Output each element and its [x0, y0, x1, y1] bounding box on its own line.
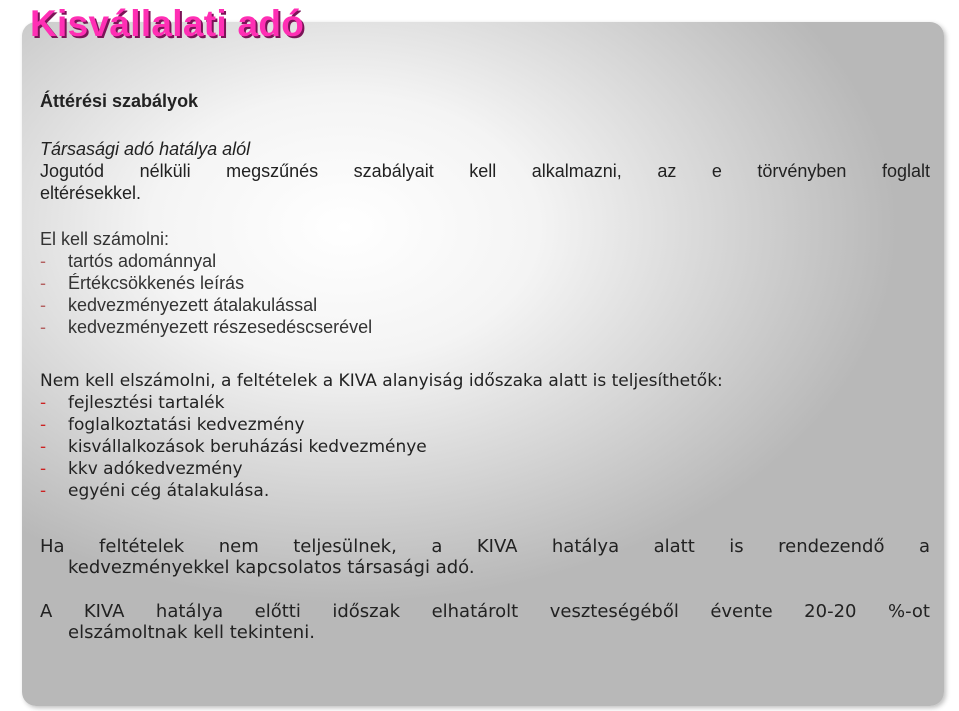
- list-item-text: kedvezményezett részesedéscserével: [68, 317, 373, 337]
- dash-bullet: -: [40, 251, 46, 271]
- dash-bullet: -: [40, 273, 46, 293]
- list-item-text: foglalkoztatási kedvezmény: [68, 415, 305, 435]
- transition-heading: Áttérési szabályok: [40, 91, 199, 111]
- loss-line-1: A KIVA hatálya előtti időszak elhatárolt veszteségéből évente 20-20 %-ot: [40, 601, 930, 622]
- dash-bullet: -: [40, 437, 47, 457]
- loss-line-2: elszámoltnak kell tekinteni.: [68, 622, 315, 643]
- list-item: [40, 392, 930, 414]
- dash-bullet: -: [40, 317, 46, 337]
- slide-title: Kisvállalati adó: [30, 3, 305, 44]
- dash-bullet: -: [40, 393, 47, 413]
- successor-paragraph: [40, 160, 930, 204]
- list-item: [40, 480, 930, 502]
- list-item-text: fejlesztési tartalék: [68, 393, 225, 413]
- dash-bullet: -: [40, 295, 46, 315]
- no-account-list: [40, 370, 930, 502]
- must-account-intro: El kell számolni:: [40, 229, 170, 249]
- corp-tax-heading: Társasági adó hatálya alól: [40, 139, 251, 159]
- list-item: [40, 316, 930, 338]
- list-item-text: kedvezményezett átalakulással: [68, 295, 318, 315]
- list-item-text: egyéni cég átalakulása.: [68, 481, 270, 501]
- list-item-text: tartós adománnyal: [68, 251, 217, 271]
- successor-line-1: Jogutód nélküli megszűnés szabályait kell alkalmazni, az e törvényben foglalt: [40, 161, 930, 181]
- loss-paragraph: [40, 601, 930, 643]
- dash-bullet: -: [40, 459, 47, 479]
- dash-bullet: -: [40, 415, 47, 435]
- must-account-list: [40, 228, 930, 338]
- successor-line-2: eltérésekkel.: [40, 183, 142, 203]
- conditions-line-1: Ha feltételek nem teljesülnek, a KIVA hatálya alatt is rendezendő a: [40, 536, 930, 557]
- list-item-text: Értékcsökkenés leírás: [68, 273, 245, 293]
- list-item-text: kisvállalkozások beruházási kedvezménye: [68, 437, 427, 457]
- conditions-line-2: kedvezményekkel kapcsolatos társasági adó.: [68, 557, 475, 578]
- list-item: [40, 458, 930, 480]
- dash-bullet: -: [40, 481, 47, 501]
- no-account-intro: Nem kell elszámolni, a feltételek a KIVA alanyiság időszaka alatt is teljesíthetők:: [40, 371, 723, 391]
- list-item: [40, 250, 930, 272]
- conditions-paragraph: [40, 536, 930, 578]
- list-item: [40, 436, 930, 458]
- list-item: [40, 294, 930, 316]
- list-item: [40, 272, 930, 294]
- list-item: [40, 414, 930, 436]
- list-item-text: kkv adókedvezmény: [68, 459, 243, 479]
